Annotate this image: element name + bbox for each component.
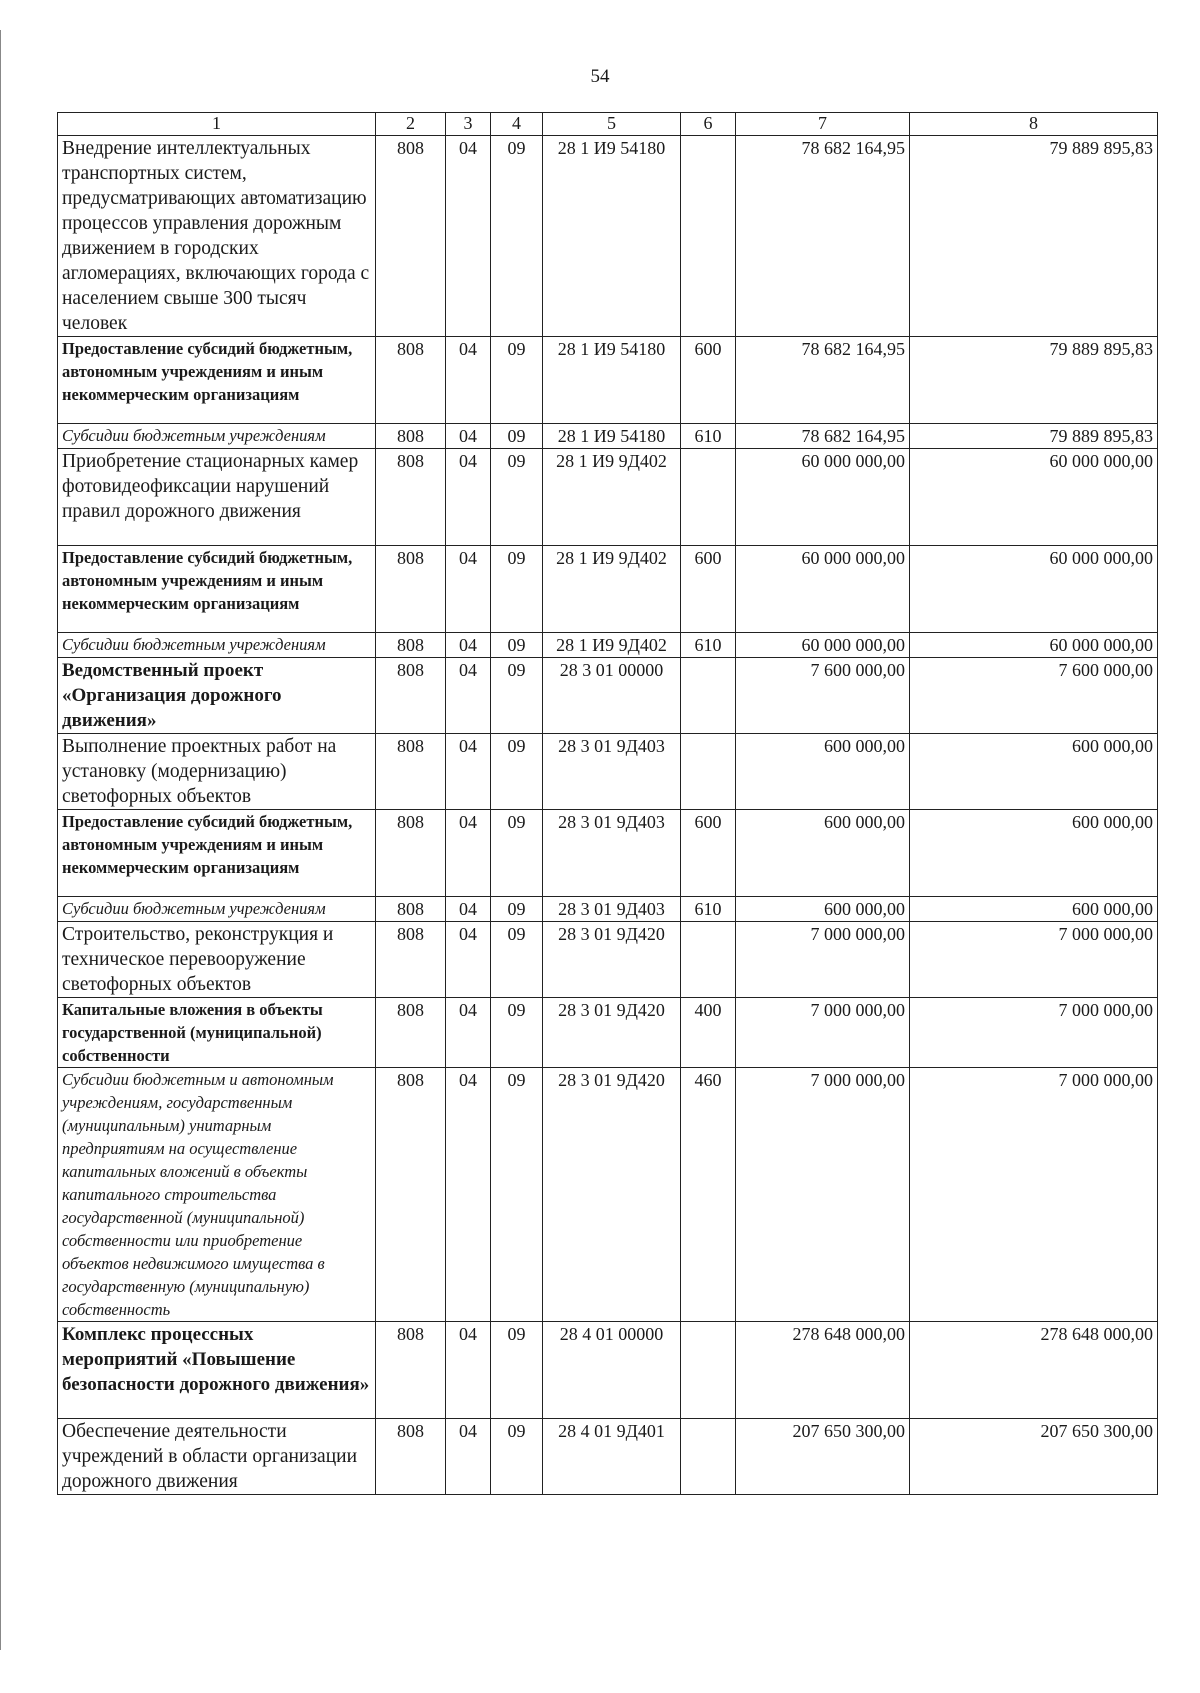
table-row <box>58 136 1158 337</box>
row-name-cell: Предоставление субсидий бюджетным, автономным учреждениям и иным некоммерческим организациям <box>58 546 376 633</box>
amount-year1-cell: 207 650 300,00 <box>736 1419 910 1495</box>
section-code-cell: 04 <box>446 633 491 658</box>
admin-code-cell: 808 <box>376 658 446 734</box>
header-cell: 7 <box>736 113 910 136</box>
row-name-cell: Субсидии бюджетным учреждениям <box>58 633 376 658</box>
subsection-code-cell: 09 <box>491 424 543 449</box>
row-name-cell: Ведомственный проект «Организация дорожного движения» <box>58 658 376 734</box>
admin-code-cell: 808 <box>376 136 446 337</box>
subsection-code-cell: 09 <box>491 546 543 633</box>
target-article-cell: 28 1 И9 54180 <box>543 136 681 337</box>
target-article-cell: 28 3 01 00000 <box>543 658 681 734</box>
amount-year1-cell: 78 682 164,95 <box>736 424 910 449</box>
section-code-cell: 04 <box>446 922 491 998</box>
admin-code-cell: 808 <box>376 1322 446 1419</box>
admin-code-cell: 808 <box>376 546 446 633</box>
target-article-cell: 28 4 01 9Д401 <box>543 1419 681 1495</box>
target-article-cell: 28 1 И9 9Д402 <box>543 546 681 633</box>
amount-year2-cell: 60 000 000,00 <box>910 449 1158 546</box>
admin-code-cell: 808 <box>376 897 446 922</box>
table-row <box>58 922 1158 998</box>
section-code-cell: 04 <box>446 734 491 810</box>
target-article-cell: 28 3 01 9Д420 <box>543 1068 681 1322</box>
expense-type-cell <box>681 1322 736 1419</box>
amount-year1-cell: 600 000,00 <box>736 734 910 810</box>
amount-year1-cell: 78 682 164,95 <box>736 337 910 424</box>
section-code-cell: 04 <box>446 337 491 424</box>
admin-code-cell: 808 <box>376 1068 446 1322</box>
target-article-cell: 28 1 И9 9Д402 <box>543 449 681 546</box>
amount-year2-cell: 278 648 000,00 <box>910 1322 1158 1419</box>
section-code-cell: 04 <box>446 810 491 897</box>
budget-table <box>57 112 1158 1495</box>
row-name-cell: Субсидии бюджетным и автономным учреждениям, государственным (муниципальным) унитарным предприятиям на осуществление капитальных вложений в объекты капитального строительства государственной (муниципальной) собственности или приобретение объектов недвижимого имущества в государственную (муниципальную) собственность <box>58 1068 376 1322</box>
row-name-cell: Предоставление субсидий бюджетным, автономным учреждениям и иным некоммерческим организациям <box>58 810 376 897</box>
row-name-cell: Комплекс процессных мероприятий «Повышение безопасности дорожного движения» <box>58 1322 376 1419</box>
amount-year2-cell: 79 889 895,83 <box>910 337 1158 424</box>
row-name-cell: Субсидии бюджетным учреждениям <box>58 424 376 449</box>
table-row <box>58 337 1158 424</box>
target-article-cell: 28 3 01 9Д420 <box>543 922 681 998</box>
expense-type-cell: 600 <box>681 810 736 897</box>
target-article-cell: 28 1 И9 54180 <box>543 424 681 449</box>
expense-type-cell: 610 <box>681 897 736 922</box>
subsection-code-cell: 09 <box>491 922 543 998</box>
row-name-cell: Предоставление субсидий бюджетным, автономным учреждениям и иным некоммерческим организациям <box>58 337 376 424</box>
section-code-cell: 04 <box>446 546 491 633</box>
subsection-code-cell: 09 <box>491 1068 543 1322</box>
table-row <box>58 1419 1158 1495</box>
expense-type-cell <box>681 1419 736 1495</box>
row-name-cell: Внедрение интеллектуальных транспортных систем, предусматривающих автоматизацию процессов управления дорожным движением в городских агломерациях, включающих города с населением свыше 300 тысяч человек <box>58 136 376 337</box>
amount-year1-cell: 60 000 000,00 <box>736 449 910 546</box>
amount-year1-cell: 278 648 000,00 <box>736 1322 910 1419</box>
expense-type-cell: 600 <box>681 546 736 633</box>
row-name-cell: Приобретение стационарных камер фотовидеофиксации нарушений правил дорожного движения <box>58 449 376 546</box>
admin-code-cell: 808 <box>376 449 446 546</box>
section-code-cell: 04 <box>446 1068 491 1322</box>
row-name-cell: Обеспечение деятельности учреждений в области организации дорожного движения <box>58 1419 376 1495</box>
table-header-row <box>58 113 1158 136</box>
amount-year2-cell: 600 000,00 <box>910 734 1158 810</box>
header-cell: 8 <box>910 113 1158 136</box>
section-code-cell: 04 <box>446 136 491 337</box>
expense-type-cell: 610 <box>681 424 736 449</box>
header-cell: 2 <box>376 113 446 136</box>
expense-type-cell: 600 <box>681 337 736 424</box>
admin-code-cell: 808 <box>376 1419 446 1495</box>
amount-year2-cell: 60 000 000,00 <box>910 633 1158 658</box>
expense-type-cell <box>681 136 736 337</box>
target-article-cell: 28 4 01 00000 <box>543 1322 681 1419</box>
amount-year2-cell: 7 000 000,00 <box>910 1068 1158 1322</box>
amount-year1-cell: 600 000,00 <box>736 810 910 897</box>
target-article-cell: 28 3 01 9Д403 <box>543 734 681 810</box>
amount-year2-cell: 79 889 895,83 <box>910 424 1158 449</box>
amount-year2-cell: 600 000,00 <box>910 897 1158 922</box>
section-code-cell: 04 <box>446 449 491 546</box>
admin-code-cell: 808 <box>376 922 446 998</box>
subsection-code-cell: 09 <box>491 658 543 734</box>
amount-year1-cell: 7 000 000,00 <box>736 998 910 1068</box>
subsection-code-cell: 09 <box>491 734 543 810</box>
table-row <box>58 810 1158 897</box>
expense-type-cell: 610 <box>681 633 736 658</box>
target-article-cell: 28 1 И9 54180 <box>543 337 681 424</box>
amount-year2-cell: 7 000 000,00 <box>910 922 1158 998</box>
admin-code-cell: 808 <box>376 734 446 810</box>
admin-code-cell: 808 <box>376 337 446 424</box>
amount-year1-cell: 7 600 000,00 <box>736 658 910 734</box>
subsection-code-cell: 09 <box>491 998 543 1068</box>
section-code-cell: 04 <box>446 1322 491 1419</box>
row-name-cell: Строительство, реконструкция и техническое перевооружение светофорных объектов <box>58 922 376 998</box>
header-cell: 4 <box>491 113 543 136</box>
row-name-cell: Субсидии бюджетным учреждениям <box>58 897 376 922</box>
amount-year2-cell: 207 650 300,00 <box>910 1419 1158 1495</box>
subsection-code-cell: 09 <box>491 337 543 424</box>
table-row <box>58 546 1158 633</box>
scan-margin-line <box>0 30 1 1650</box>
table-row <box>58 449 1158 546</box>
amount-year1-cell: 78 682 164,95 <box>736 136 910 337</box>
amount-year1-cell: 600 000,00 <box>736 897 910 922</box>
subsection-code-cell: 09 <box>491 897 543 922</box>
amount-year1-cell: 60 000 000,00 <box>736 633 910 658</box>
subsection-code-cell: 09 <box>491 1419 543 1495</box>
table-row <box>58 1322 1158 1419</box>
amount-year1-cell: 60 000 000,00 <box>736 546 910 633</box>
expense-type-cell <box>681 734 736 810</box>
admin-code-cell: 808 <box>376 633 446 658</box>
row-name-cell: Выполнение проектных работ на установку (модернизацию) светофорных объектов <box>58 734 376 810</box>
admin-code-cell: 808 <box>376 424 446 449</box>
amount-year2-cell: 600 000,00 <box>910 810 1158 897</box>
amount-year2-cell: 7 600 000,00 <box>910 658 1158 734</box>
subsection-code-cell: 09 <box>491 810 543 897</box>
header-cell: 6 <box>681 113 736 136</box>
table-row <box>58 734 1158 810</box>
subsection-code-cell: 09 <box>491 449 543 546</box>
amount-year2-cell: 79 889 895,83 <box>910 136 1158 337</box>
subsection-code-cell: 09 <box>491 136 543 337</box>
section-code-cell: 04 <box>446 658 491 734</box>
section-code-cell: 04 <box>446 998 491 1068</box>
target-article-cell: 28 3 01 9Д420 <box>543 998 681 1068</box>
header-cell: 5 <box>543 113 681 136</box>
expense-type-cell: 460 <box>681 1068 736 1322</box>
subsection-code-cell: 09 <box>491 633 543 658</box>
target-article-cell: 28 3 01 9Д403 <box>543 897 681 922</box>
section-code-cell: 04 <box>446 1419 491 1495</box>
section-code-cell: 04 <box>446 424 491 449</box>
admin-code-cell: 808 <box>376 998 446 1068</box>
amount-year1-cell: 7 000 000,00 <box>736 1068 910 1322</box>
expense-type-cell <box>681 449 736 546</box>
amount-year2-cell: 60 000 000,00 <box>910 546 1158 633</box>
subsection-code-cell: 09 <box>491 1322 543 1419</box>
table-row <box>58 1068 1158 1322</box>
expense-type-cell <box>681 922 736 998</box>
amount-year1-cell: 7 000 000,00 <box>736 922 910 998</box>
admin-code-cell: 808 <box>376 810 446 897</box>
table-row <box>58 658 1158 734</box>
table-row <box>58 998 1158 1068</box>
page-number: 54 <box>590 66 610 87</box>
header-cell: 1 <box>58 113 376 136</box>
expense-type-cell <box>681 658 736 734</box>
target-article-cell: 28 1 И9 9Д402 <box>543 633 681 658</box>
amount-year2-cell: 7 000 000,00 <box>910 998 1158 1068</box>
target-article-cell: 28 3 01 9Д403 <box>543 810 681 897</box>
section-code-cell: 04 <box>446 897 491 922</box>
table-row <box>58 424 1158 449</box>
row-name-cell: Капитальные вложения в объекты государственной (муниципальной) собственности <box>58 998 376 1068</box>
expense-type-cell: 400 <box>681 998 736 1068</box>
table-row <box>58 897 1158 922</box>
header-cell: 3 <box>446 113 491 136</box>
table-row <box>58 633 1158 658</box>
